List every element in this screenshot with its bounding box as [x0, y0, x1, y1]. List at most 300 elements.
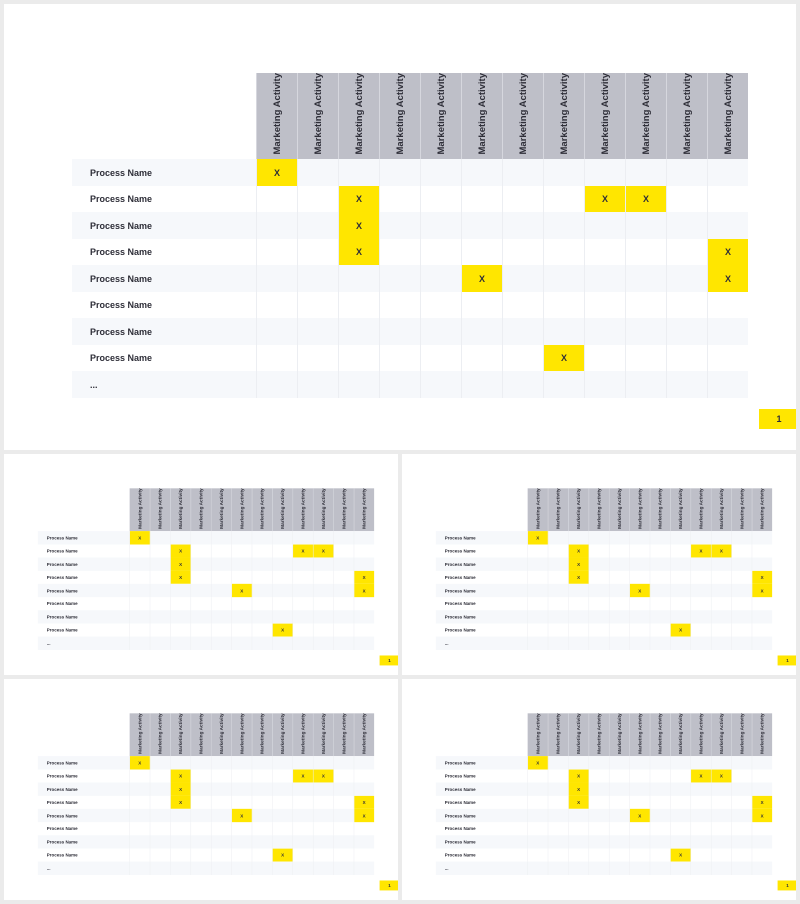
- matrix-row: [436, 822, 772, 835]
- column-header-marketing-activity: [752, 488, 772, 531]
- matrix-empty-cell: [354, 624, 374, 637]
- column-header-marketing-activity: [232, 713, 252, 756]
- matrix-empty-cell: [191, 822, 211, 835]
- matrix-empty-cell: [667, 371, 708, 398]
- matrix-mark-cell: X: [568, 796, 588, 809]
- process-name-label: Process Name: [436, 584, 528, 597]
- matrix-empty-cell: [170, 531, 190, 544]
- matrix-empty-cell: [650, 558, 670, 571]
- matrix-empty-cell: [354, 835, 374, 848]
- matrix-empty-cell: [211, 571, 231, 584]
- matrix-empty-cell: [609, 624, 629, 637]
- process-name-label: Process Name: [436, 571, 528, 584]
- matrix-empty-cell: [150, 545, 170, 558]
- matrix-empty-cell: [626, 159, 667, 186]
- process-name-label: Process Name: [436, 610, 528, 623]
- column-header-label: Marketing Activity: [759, 713, 765, 754]
- matrix-row: [38, 545, 374, 558]
- matrix-empty-cell: [528, 571, 548, 584]
- matrix-empty-cell: [334, 756, 354, 769]
- column-header-label: Marketing Activity: [555, 488, 561, 529]
- matrix-mark-cell: X: [257, 159, 298, 186]
- matrix-empty-cell: [334, 610, 354, 623]
- matrix-empty-cell: [339, 292, 380, 319]
- matrix-empty-cell: [421, 318, 462, 345]
- matrix-empty-cell: [711, 584, 731, 597]
- matrix-row: [38, 783, 374, 796]
- matrix-empty-cell: [503, 239, 544, 266]
- process-name-label: Process Name: [436, 783, 528, 796]
- matrix-empty-cell: [609, 822, 629, 835]
- matrix-row: [72, 345, 748, 372]
- matrix-empty-cell: [257, 371, 298, 398]
- matrix-empty-cell: [334, 597, 354, 610]
- column-header-marketing-activity: [293, 713, 313, 756]
- column-header-marketing-activity: [548, 713, 568, 756]
- matrix-empty-cell: [711, 835, 731, 848]
- matrix-empty-cell: [708, 318, 749, 345]
- column-header-marketing-activity: [421, 73, 462, 159]
- column-header-marketing-activity: [548, 488, 568, 531]
- matrix-empty-cell: [691, 849, 711, 862]
- matrix-empty-cell: [293, 637, 313, 650]
- column-header-label: Marketing Activity: [637, 488, 643, 529]
- matrix-empty-cell: [630, 545, 650, 558]
- matrix-empty-cell: [380, 212, 421, 239]
- matrix-empty-cell: [667, 292, 708, 319]
- matrix-empty-cell: [257, 239, 298, 266]
- matrix-row: [38, 862, 374, 875]
- column-header-label: Marketing Activity: [718, 713, 725, 754]
- matrix-empty-cell: [732, 862, 752, 875]
- column-header-marketing-activity: [334, 488, 354, 531]
- matrix-empty-cell: [626, 265, 667, 292]
- column-header-marketing-activity: [252, 488, 272, 531]
- process-name-label: Process Name: [38, 531, 130, 544]
- matrix-empty-cell: [313, 783, 333, 796]
- process-name-label: Process Name: [38, 770, 130, 783]
- column-header-label: Marketing Activity: [637, 713, 643, 754]
- matrix-empty-cell: [650, 862, 670, 875]
- matrix-empty-cell: [650, 849, 670, 862]
- matrix-empty-cell: [313, 531, 333, 544]
- matrix-empty-cell: [528, 835, 548, 848]
- matrix-empty-cell: [670, 637, 690, 650]
- matrix-empty-cell: [293, 783, 313, 796]
- matrix-header-row: [436, 713, 772, 756]
- matrix-empty-cell: [609, 584, 629, 597]
- matrix-empty-cell: [170, 610, 190, 623]
- column-header-label: Marketing Activity: [535, 488, 541, 529]
- column-header-marketing-activity: [609, 488, 629, 531]
- matrix-row: [38, 610, 374, 623]
- matrix-empty-cell: [334, 809, 354, 822]
- matrix-empty-cell: [667, 159, 708, 186]
- slide-thumbnail[interactable]: [402, 679, 796, 900]
- column-header-marketing-activity: [568, 713, 588, 756]
- matrix-mark-cell: X: [313, 770, 333, 783]
- matrix-empty-cell: [732, 849, 752, 862]
- matrix-empty-cell: [380, 186, 421, 213]
- matrix-empty-cell: [626, 345, 667, 372]
- matrix-empty-cell: [334, 822, 354, 835]
- matrix-empty-cell: [528, 849, 548, 862]
- matrix-empty-cell: [462, 159, 503, 186]
- column-header-marketing-activity: [670, 488, 690, 531]
- matrix-empty-cell: [313, 849, 333, 862]
- matrix-empty-cell: [354, 756, 374, 769]
- column-header-marketing-activity: [272, 488, 292, 531]
- column-header-label: Marketing Activity: [341, 488, 347, 529]
- matrix-empty-cell: [752, 862, 772, 875]
- process-name-label: Process Name: [72, 318, 257, 345]
- matrix-row: [38, 796, 374, 809]
- matrix-empty-cell: [293, 756, 313, 769]
- matrix-empty-cell: [503, 345, 544, 372]
- matrix-empty-cell: [589, 822, 609, 835]
- process-name-label: Process Name: [38, 545, 130, 558]
- matrix-mark-cell: X: [170, 571, 190, 584]
- matrix-empty-cell: [272, 756, 292, 769]
- matrix-empty-cell: [609, 849, 629, 862]
- process-name-label: ...: [38, 637, 130, 650]
- matrix-corner-cell: [436, 488, 528, 531]
- matrix-mark-cell: X: [232, 809, 252, 822]
- column-header-marketing-activity: [630, 713, 650, 756]
- matrix-empty-cell: [630, 862, 650, 875]
- matrix-empty-cell: [650, 597, 670, 610]
- matrix-row: [38, 822, 374, 835]
- matrix-empty-cell: [548, 597, 568, 610]
- column-header-label: Marketing Activity: [300, 488, 306, 529]
- process-name-label: Process Name: [38, 796, 130, 809]
- matrix-empty-cell: [130, 545, 150, 558]
- matrix-row: [436, 756, 772, 769]
- matrix-empty-cell: [170, 822, 190, 835]
- matrix-empty-cell: [732, 597, 752, 610]
- matrix-empty-cell: [650, 610, 670, 623]
- matrix-empty-cell: [585, 292, 626, 319]
- matrix-empty-cell: [257, 292, 298, 319]
- matrix-empty-cell: [211, 783, 231, 796]
- matrix-empty-cell: [354, 770, 374, 783]
- matrix-empty-cell: [503, 212, 544, 239]
- matrix-empty-cell: [232, 756, 252, 769]
- process-name-label: Process Name: [38, 610, 130, 623]
- matrix-empty-cell: [293, 610, 313, 623]
- matrix-empty-cell: [211, 531, 231, 544]
- matrix-empty-cell: [544, 186, 585, 213]
- column-header-label: Marketing Activity: [677, 713, 684, 754]
- column-header-marketing-activity: [170, 488, 190, 531]
- matrix-empty-cell: [650, 571, 670, 584]
- matrix-empty-cell: [272, 597, 292, 610]
- matrix-empty-cell: [462, 371, 503, 398]
- process-activity-matrix: [72, 73, 748, 398]
- matrix-empty-cell: [585, 345, 626, 372]
- matrix-empty-cell: [334, 783, 354, 796]
- matrix-empty-cell: [752, 545, 772, 558]
- process-name-label: Process Name: [72, 186, 257, 213]
- process-name-label: Process Name: [436, 756, 528, 769]
- matrix-empty-cell: [462, 239, 503, 266]
- matrix-empty-cell: [711, 796, 731, 809]
- matrix-empty-cell: [548, 756, 568, 769]
- matrix-row: [436, 545, 772, 558]
- column-header-marketing-activity: [313, 713, 333, 756]
- matrix-empty-cell: [232, 637, 252, 650]
- column-header-label: Marketing Activity: [198, 713, 204, 754]
- matrix-empty-cell: [528, 545, 548, 558]
- matrix-mark-cell: X: [272, 624, 292, 637]
- column-header-label: Marketing Activity: [718, 488, 725, 529]
- matrix-empty-cell: [354, 849, 374, 862]
- matrix-empty-cell: [691, 610, 711, 623]
- matrix-empty-cell: [421, 371, 462, 398]
- matrix-empty-cell: [130, 770, 150, 783]
- slide-content: [4, 679, 398, 900]
- matrix-empty-cell: [293, 531, 313, 544]
- column-header-label: Marketing Activity: [177, 713, 184, 754]
- column-header-marketing-activity: [732, 713, 752, 756]
- matrix-empty-cell: [150, 597, 170, 610]
- slide-thumbnail[interactable]: [4, 454, 398, 675]
- matrix-empty-cell: [630, 531, 650, 544]
- matrix-empty-cell: [232, 783, 252, 796]
- column-header-marketing-activity: [528, 488, 548, 531]
- column-header-label: Marketing Activity: [218, 488, 225, 529]
- matrix-empty-cell: [257, 265, 298, 292]
- column-header-label: Marketing Activity: [198, 488, 204, 529]
- matrix-empty-cell: [191, 531, 211, 544]
- matrix-empty-cell: [752, 558, 772, 571]
- matrix-empty-cell: [380, 239, 421, 266]
- matrix-empty-cell: [354, 531, 374, 544]
- matrix-empty-cell: [752, 835, 772, 848]
- matrix-mark-cell: X: [293, 545, 313, 558]
- matrix-empty-cell: [272, 783, 292, 796]
- matrix-empty-cell: [354, 862, 374, 875]
- matrix-mark-cell: X: [568, 783, 588, 796]
- matrix-empty-cell: [421, 212, 462, 239]
- matrix-empty-cell: [691, 584, 711, 597]
- matrix-corner-cell: [38, 713, 130, 756]
- slide-content: [402, 679, 796, 900]
- matrix-row: [436, 531, 772, 544]
- matrix-empty-cell: [252, 624, 272, 637]
- matrix-empty-cell: [150, 796, 170, 809]
- matrix-empty-cell: [313, 571, 333, 584]
- process-name-label: Process Name: [38, 822, 130, 835]
- column-header-label: Marketing Activity: [722, 73, 734, 155]
- matrix-empty-cell: [150, 835, 170, 848]
- matrix-empty-cell: [626, 239, 667, 266]
- matrix-empty-cell: [150, 637, 170, 650]
- column-header-marketing-activity: [585, 73, 626, 159]
- matrix-empty-cell: [650, 783, 670, 796]
- matrix-empty-cell: [548, 822, 568, 835]
- matrix-empty-cell: [130, 796, 150, 809]
- column-header-marketing-activity: [211, 488, 231, 531]
- matrix-empty-cell: [548, 558, 568, 571]
- matrix-empty-cell: [752, 637, 772, 650]
- slide-thumbnail[interactable]: [402, 454, 796, 675]
- matrix-empty-cell: [313, 862, 333, 875]
- column-header-label: Marketing Activity: [312, 73, 324, 155]
- column-header-marketing-activity: [626, 73, 667, 159]
- matrix-empty-cell: [130, 809, 150, 822]
- matrix-empty-cell: [609, 770, 629, 783]
- matrix-empty-cell: [191, 545, 211, 558]
- matrix-empty-cell: [232, 849, 252, 862]
- matrix-empty-cell: [732, 558, 752, 571]
- matrix-empty-cell: [568, 637, 588, 650]
- matrix-empty-cell: [708, 159, 749, 186]
- matrix-empty-cell: [609, 756, 629, 769]
- matrix-row: [38, 624, 374, 637]
- matrix-corner-cell: [72, 73, 257, 159]
- slide-main[interactable]: [4, 4, 796, 450]
- matrix-empty-cell: [548, 637, 568, 650]
- matrix-empty-cell: [170, 809, 190, 822]
- matrix-empty-cell: [293, 584, 313, 597]
- matrix-empty-cell: [272, 809, 292, 822]
- column-header-label: Marketing Activity: [271, 73, 283, 155]
- matrix-empty-cell: [589, 545, 609, 558]
- column-header-label: Marketing Activity: [596, 713, 602, 754]
- matrix-empty-cell: [170, 637, 190, 650]
- process-activity-matrix: [38, 713, 374, 875]
- matrix-empty-cell: [503, 292, 544, 319]
- matrix-empty-cell: [548, 584, 568, 597]
- matrix-empty-cell: [421, 345, 462, 372]
- matrix-empty-cell: [272, 558, 292, 571]
- matrix-empty-cell: [503, 318, 544, 345]
- column-header-marketing-activity: [462, 73, 503, 159]
- matrix-mark-cell: X: [170, 770, 190, 783]
- column-header-marketing-activity: [380, 73, 421, 159]
- matrix-empty-cell: [711, 637, 731, 650]
- matrix-mark-cell: X: [528, 531, 548, 544]
- matrix-empty-cell: [150, 770, 170, 783]
- matrix-empty-cell: [609, 862, 629, 875]
- matrix-empty-cell: [544, 265, 585, 292]
- matrix-mark-cell: X: [670, 849, 690, 862]
- matrix-corner-cell: [38, 488, 130, 531]
- process-name-label: Process Name: [38, 783, 130, 796]
- matrix-empty-cell: [232, 770, 252, 783]
- matrix-empty-cell: [252, 558, 272, 571]
- matrix-row: [436, 809, 772, 822]
- matrix-empty-cell: [609, 558, 629, 571]
- matrix-empty-cell: [150, 756, 170, 769]
- column-header-marketing-activity: [298, 73, 339, 159]
- matrix-mark-cell: X: [752, 571, 772, 584]
- matrix-empty-cell: [708, 371, 749, 398]
- matrix-empty-cell: [252, 796, 272, 809]
- matrix-empty-cell: [211, 822, 231, 835]
- matrix-empty-cell: [130, 571, 150, 584]
- matrix-empty-cell: [252, 862, 272, 875]
- matrix-empty-cell: [293, 862, 313, 875]
- column-header-marketing-activity: [670, 713, 690, 756]
- matrix-mark-cell: X: [544, 345, 585, 372]
- matrix-empty-cell: [650, 809, 670, 822]
- matrix-row: [38, 849, 374, 862]
- matrix-empty-cell: [380, 371, 421, 398]
- matrix-empty-cell: [334, 584, 354, 597]
- matrix-row: [38, 584, 374, 597]
- column-header-marketing-activity: [544, 73, 585, 159]
- matrix-empty-cell: [732, 571, 752, 584]
- matrix-empty-cell: [252, 531, 272, 544]
- column-header-label: Marketing Activity: [353, 73, 365, 155]
- matrix-empty-cell: [380, 159, 421, 186]
- column-header-label: Marketing Activity: [320, 713, 327, 754]
- column-header-label: Marketing Activity: [361, 713, 367, 754]
- matrix-empty-cell: [691, 531, 711, 544]
- matrix-empty-cell: [211, 756, 231, 769]
- matrix-mark-cell: X: [313, 545, 333, 558]
- matrix-mark-cell: X: [752, 584, 772, 597]
- matrix-row: [436, 584, 772, 597]
- column-header-label: Marketing Activity: [239, 488, 245, 529]
- matrix-empty-cell: [257, 318, 298, 345]
- process-name-label: Process Name: [436, 822, 528, 835]
- matrix-empty-cell: [170, 835, 190, 848]
- matrix-empty-cell: [354, 637, 374, 650]
- matrix-empty-cell: [711, 558, 731, 571]
- matrix-empty-cell: [650, 822, 670, 835]
- matrix-empty-cell: [711, 862, 731, 875]
- matrix-empty-cell: [589, 571, 609, 584]
- matrix-empty-cell: [232, 822, 252, 835]
- matrix-empty-cell: [130, 822, 150, 835]
- matrix-mark-cell: X: [568, 558, 588, 571]
- matrix-empty-cell: [732, 637, 752, 650]
- matrix-empty-cell: [421, 239, 462, 266]
- column-header-label: Marketing Activity: [279, 488, 286, 529]
- matrix-empty-cell: [462, 292, 503, 319]
- slide-thumbnail[interactable]: [4, 679, 398, 900]
- column-header-label: Marketing Activity: [177, 488, 184, 529]
- matrix-empty-cell: [630, 558, 650, 571]
- matrix-empty-cell: [732, 835, 752, 848]
- matrix-empty-cell: [650, 545, 670, 558]
- matrix-empty-cell: [630, 597, 650, 610]
- matrix-empty-cell: [272, 637, 292, 650]
- matrix-empty-cell: [354, 597, 374, 610]
- matrix-row: [72, 265, 748, 292]
- matrix-empty-cell: [191, 770, 211, 783]
- matrix-empty-cell: [670, 597, 690, 610]
- matrix-mark-cell: X: [354, 571, 374, 584]
- matrix-empty-cell: [191, 835, 211, 848]
- matrix-empty-cell: [544, 212, 585, 239]
- matrix-empty-cell: [548, 624, 568, 637]
- column-header-marketing-activity: [211, 713, 231, 756]
- process-name-label: Process Name: [72, 265, 257, 292]
- matrix-header-row: [38, 713, 374, 756]
- process-name-label: Process Name: [38, 558, 130, 571]
- matrix-row: [436, 770, 772, 783]
- matrix-empty-cell: [626, 371, 667, 398]
- matrix-empty-cell: [589, 835, 609, 848]
- matrix-mark-cell: X: [626, 186, 667, 213]
- matrix-empty-cell: [313, 756, 333, 769]
- matrix-empty-cell: [609, 637, 629, 650]
- matrix-empty-cell: [334, 849, 354, 862]
